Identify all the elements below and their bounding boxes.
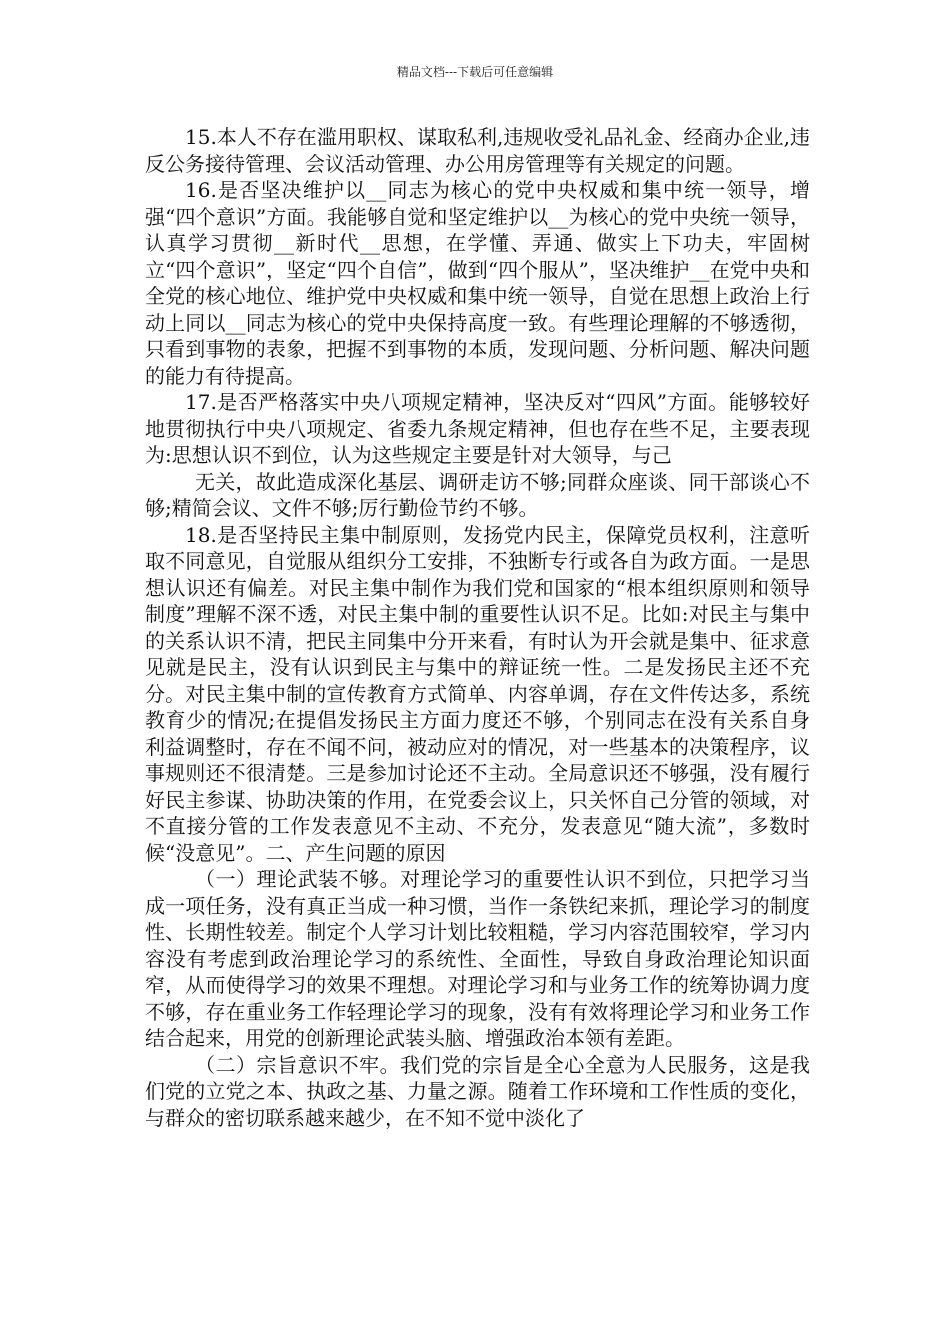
paragraph-16: 16.是否坚决维护以__同志为核心的党中央权威和集中统一领导，增强“四个意识”方面。我能够自觉和坚定维护以__为核心的党中央统一领导，认真学习贯彻__新时代__思想，在学懂、弄通、做实上下功夫，牢固树立“四个意识”，坚定“四个自信”，做到“四个服从”，坚决维护__在党中央和全党的核心地位、维护党中央权威和集中统一领导，自觉在思想上政治上行动上同以__同志为核心的党中央保持高度一致。有些理论理解的不够透彻，只看到事物的表象，把握不到事物的本质，发现问题、分析问题、解决问题的能力有待提高。 [145,178,810,388]
paragraph-cause-1: （一）理论武装不够。对理论学习的重要性认识不到位，只把学习当成一项任务，没有真正当成一种习惯，当作一条铁纪来抓，理论学习的制度性、长期性较差。制定个人学习计划比较粗糙，学习内容范围较窄，学习内容没有考虑到政治理论学习的系统性、全面性，导致自身政治理论知识面窄，从而使得学习的效果不理想。对理论学习和与业务工作的统筹协调力度不够，存在重业务工作轻理论学习的现象，没有有效将理论学习和业务工作结合起来，用党的创新理论武装头脑、增强政治本领有差距。 [145,867,810,1050]
paragraph-15: 15.本人不存在滥用职权、谋取私利,违规收受礼品礼金、经商办企业,违反公务接待管理、会议活动管理、办公用房管理等有关规定的问题。 [145,125,810,176]
document-body [145,124,810,1131]
paragraph-17: 17.是否严格落实中央八项规定精神，坚决反对“四风”方面。能够较好地贯彻执行中央八项规定、省委九条规定精神，但也存在些不足，主要表现为:思想认识不到位，认为这些规定主要是针对大领导，与己 [145,390,810,467]
paragraph-17-continued: 无关，故此造成深化基层、调研走访不够;同群众座谈、同干部谈心不够;精简会议、文件不够;厉行勤俭节约不够。 [145,469,810,520]
page-header: 精品文档---下载后可任意编辑 [396,65,554,79]
paragraph-cause-2: （二）宗旨意识不牢。我们党的宗旨是全心全意为人民服务，这是我们党的立党之本、执政之基、力量之源。随着工作环境和工作性质的变化，与群众的密切联系越来越少，在不知不觉中淡化了 [145,1052,810,1130]
paragraph-18: 18.是否坚持民主集中制原则，发扬党内民主，保障党员权利，注意听取不同意见，自觉服从组织分工安排，不独断专行或各自为政方面。一是思想认识还有偏差。对民主集中制作为我们党和国家的“根本组织原则和领导制度”理解不深不透，对民主集中制的重要性认识不足。比如:对民主与集中的关系认识不清，把民主同集中分开来看，有时认为开会就是集中、征求意见就是民主，没有认识到民主与集中的辩证统一性。二是发扬民主还不充分。对民主集中制的宣传教育方式简单、内容单调，存在文件传达多，系统教育少的情况;在提倡发扬民主方面力度还不够，个别同志在没有关系自身利益调整时，存在不闻不问，被动应对的情况，对一些基本的决策程序，议事规则还不很清楚。三是参加讨论还不主动。全局意识还不够强，没有履行好民主参谋、协助决策的作用，在党委会议上，只关怀自己分管的领域，对不直接分管的工作发表意见不主动、不充分，发表意见“随大流”，多数时候“没意见”。二、产生问题的原因 [145,522,810,865]
